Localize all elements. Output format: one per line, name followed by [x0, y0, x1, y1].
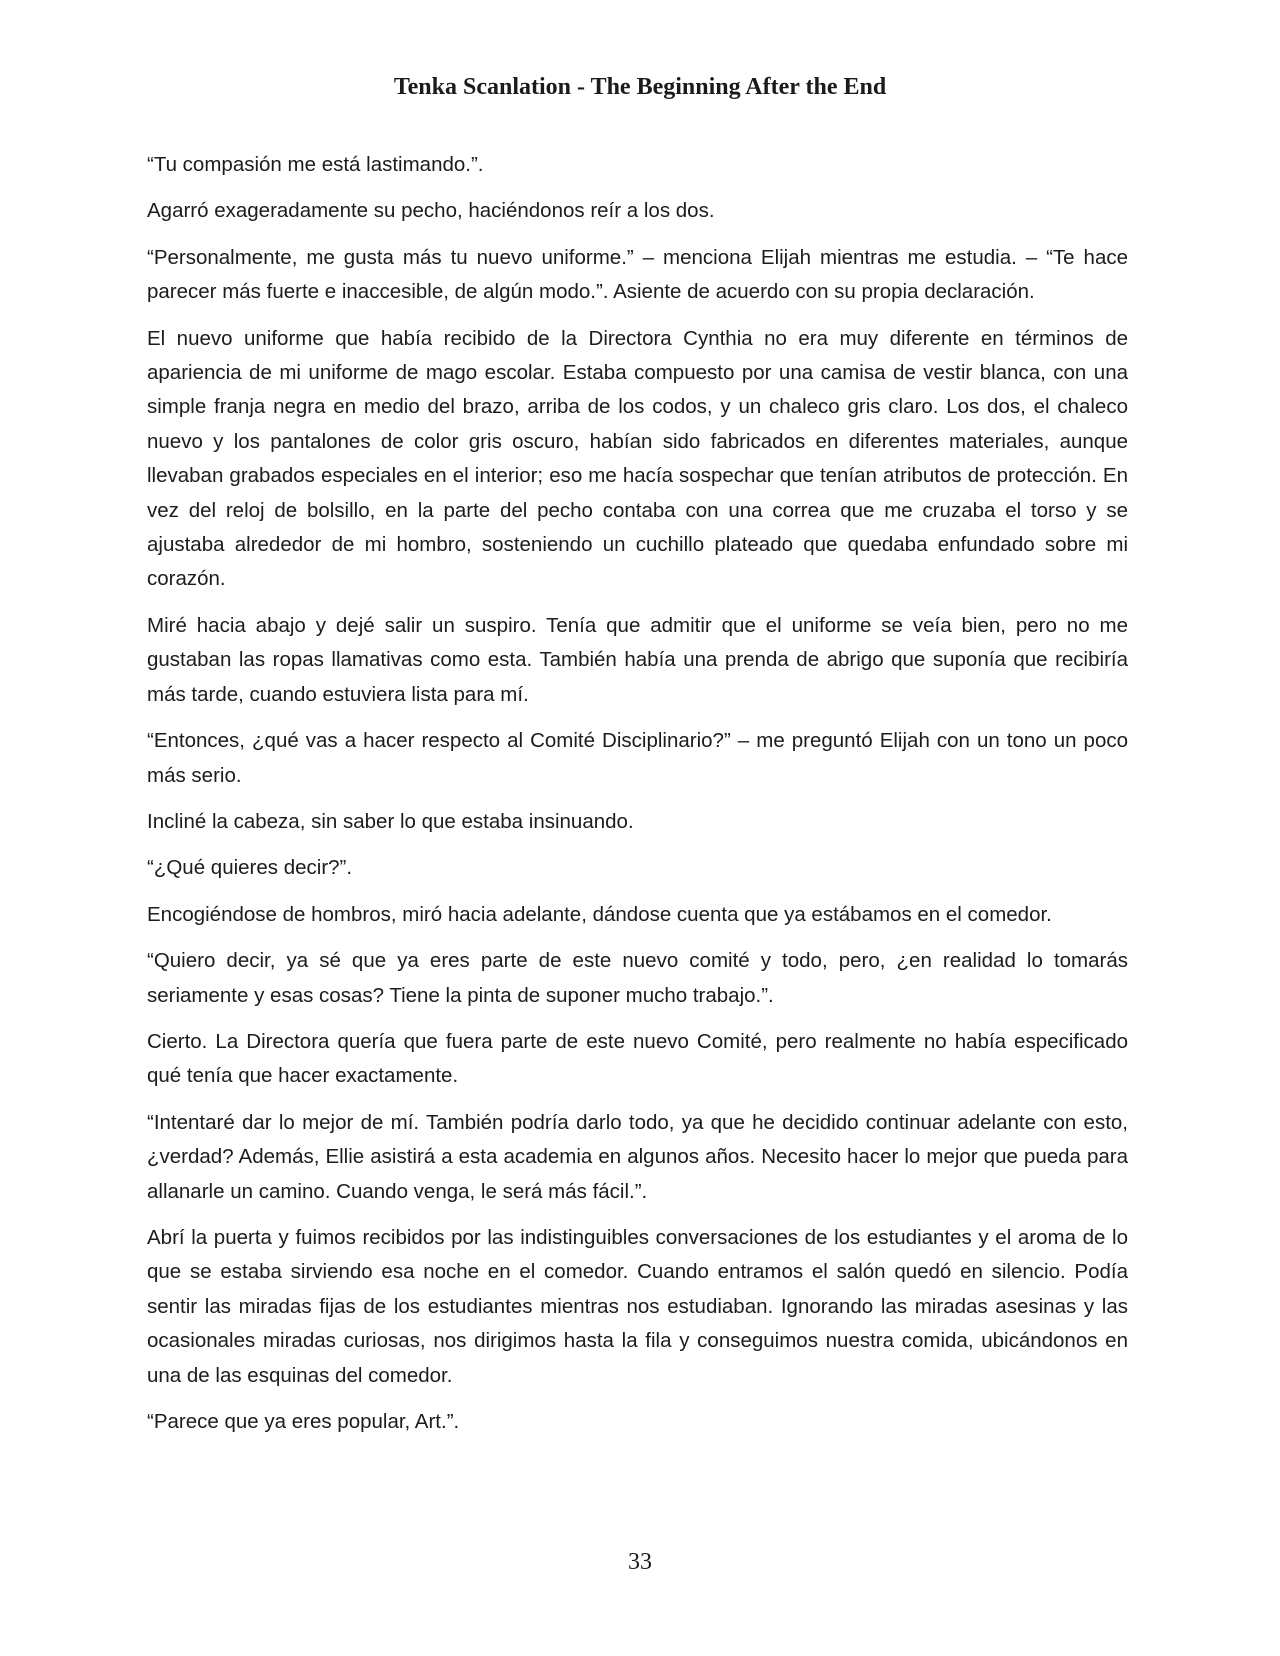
paragraph: Agarró exageradamente su pecho, haciéndonos reír a los dos. [147, 199, 715, 223]
paragraph: “¿Qué quieres decir?”. [147, 856, 353, 880]
paragraph: “Intentaré dar lo mejor de mí. También podría darlo todo, ya que he decidido continuar adelante con esto, ¿verdad? Además, Ellie asistirá a esta academia en algunos años. Necesito hacer lo mejor que pueda para allanarle un camino. Cuando venga, le será más fácil.”. [147, 1110, 1128, 1203]
paragraph: Incliné la cabeza, sin saber lo que estaba insinuando. [147, 809, 634, 833]
paragraph: “Parece que ya eres popular, Art.”. [147, 1410, 460, 1433]
paragraph: “Quiero decir, ya sé que ya eres parte de este nuevo comité y todo, pero, ¿en realidad lo tomarás seriamente y esas cosas? Tiene la pinta de suponer mucho trabajo.”. [147, 949, 1128, 1007]
body-text [147, 148, 1128, 1451]
paragraph: “Entonces, ¿qué vas a hacer respecto al Comité Disciplinario?” – me preguntó Elijah con un tono un poco más serio. [147, 729, 1128, 787]
paragraph: “Personalmente, me gusta más tu nuevo uniforme.” – menciona Elijah mientras me estudia. – “Te hace parecer más fuerte e inaccesible, de algún modo.”. Asiente de acuerdo con su propia declaración. [147, 245, 1128, 304]
page-number: 33 [628, 1549, 652, 1575]
paragraph: Encogiéndose de hombros, miró hacia adelante, dándose cuenta que ya estábamos en el comedor. [147, 902, 1052, 926]
paragraph: Miré hacia abajo y dejé salir un suspiro. Tenía que admitir que el uniforme se veía bien, pero no me gustaban las ropas llamativas como esta. También había una prenda de abrigo que suponía que recibiría más tarde, cuando estuviera lista para mí. [147, 613, 1128, 706]
paragraph: “Tu compasión me está lastimando.”. [147, 153, 484, 176]
paragraph: Abrí la puerta y fuimos recibidos por las indistinguibles conversaciones de los estudiantes y el aroma de lo que se estaba sirviendo esa noche en el comedor. Cuando entramos el salón quedó en silencio. Podía sentir las miradas fijas de los estudiantes mientras nos estudiaban. Ignorando las miradas asesinas y las ocasionales miradas curiosas, nos dirigimos hasta la fila y conseguimos nuestra comida, ubicándonos en una de las esquinas del comedor. [147, 1225, 1128, 1387]
running-header: Tenka Scanlation - The Beginning After the End [393, 74, 887, 100]
paragraph: El nuevo uniforme que había recibido de la Directora Cynthia no era muy diferente en términos de apariencia de mi uniforme de mago escolar. Estaba compuesto por una camisa de vestir blanca, con una simple franja negra en medio del brazo, arriba de los codos, y un chaleco gris claro. Los dos, el chaleco nuevo y los pantalones de color gris oscuro, habían sido fabricados en diferentes materiales, aunque llevaban grabados especiales en el interior; eso me hacía sospechar que tenían atributos de protección. En vez del reloj de bolsillo, en la parte del pecho contaba con una correa que me cruzaba el torso y se ajustaba alrededor de mi hombro, sosteniendo un cuchillo plateado que quedaba enfundado sobre mi corazón. [147, 326, 1128, 591]
paragraph: Cierto. La Directora quería que fuera parte de este nuevo Comité, pero realmente no había especificado qué tenía que hacer exactamente. [147, 1029, 1128, 1088]
